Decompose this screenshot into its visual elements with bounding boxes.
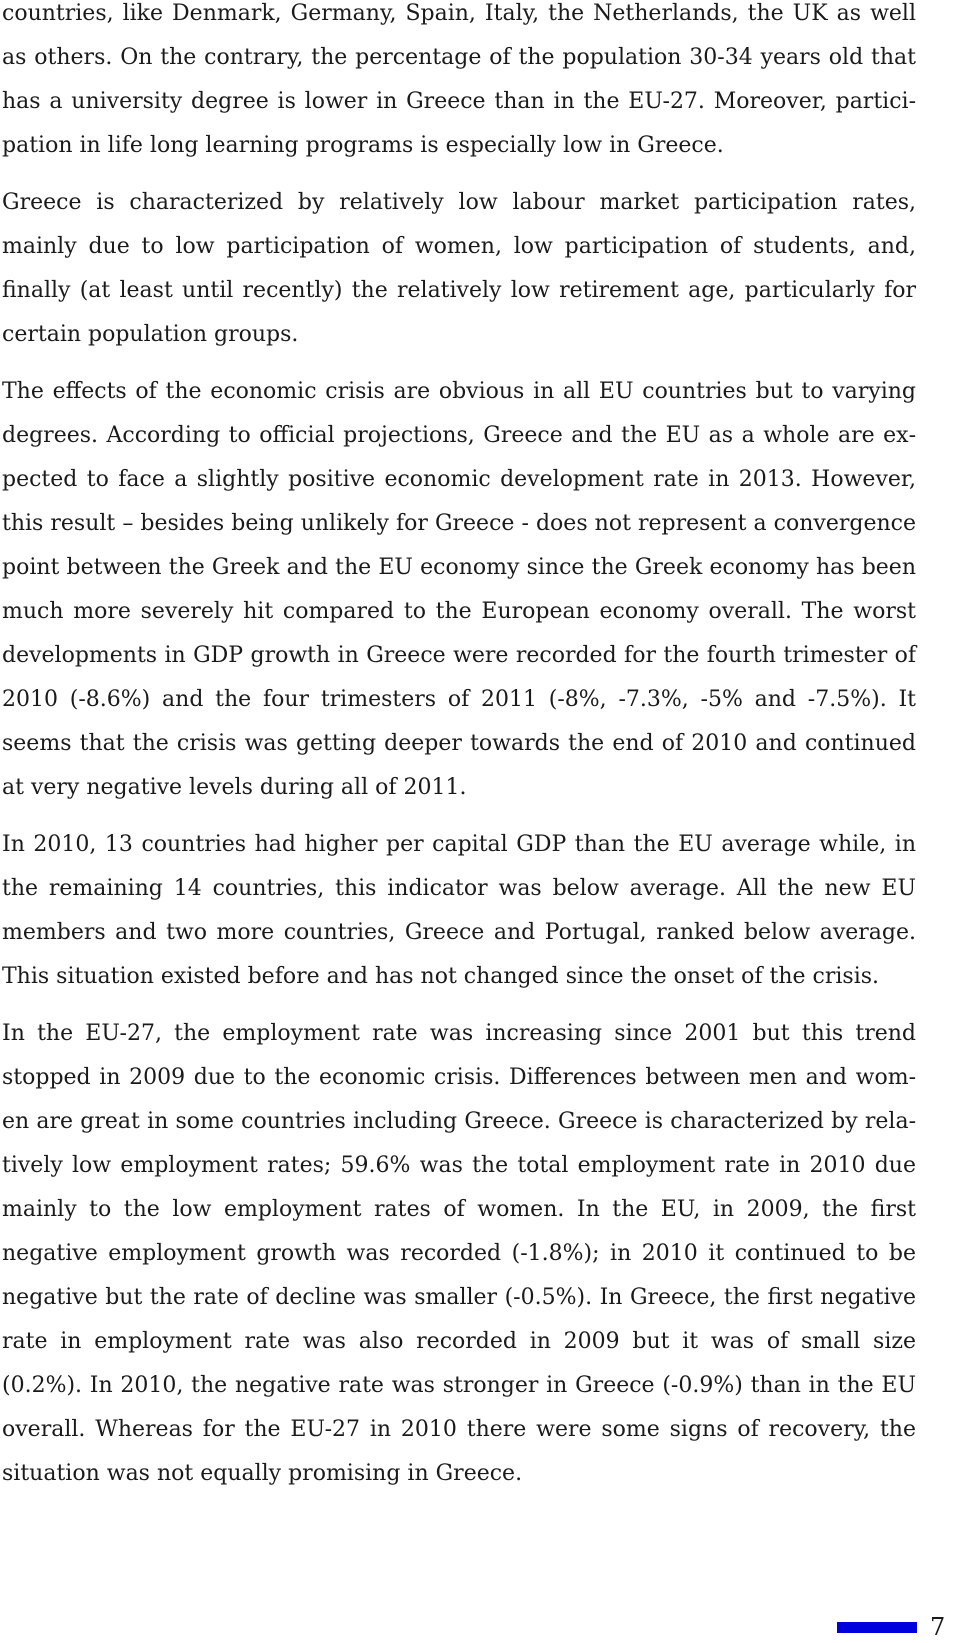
paragraph-education: countries, like Denmark, Germany, Spain, Italy, the Netherlands, the UK as well as others. On the contrary, the percentage of the population 30-34 years old that has a university degree is lower in Greece than in the EU-27. Moreover, participation in life long learning programs is especially low in Greece. — [2, 1, 916, 158]
page-number: 7 — [930, 1613, 946, 1641]
paragraph-per-capita-gdp: In 2010, 13 countries had higher per capital GDP than the EU average while, in the remaining 14 countries, this indicator was below average. All the new EU members and two more countries, Greece and Portugal, ranked below average. This situation existed before and has not changed since the onset of the crisis. — [2, 832, 916, 989]
page-footer-bar — [837, 1622, 917, 1633]
paragraph-economic-crisis: The effects of the economic crisis are obvious in all EU countries but to varying degrees. According to official projections, Greece and the EU as a whole are expected to face a slightly positive economic development rate in 2013. However, this result – besides being unlikely for Greece - does not represent a convergence point between the Greek and the EU economy since the Greek economy has been much more severely hit compared to the European economy overall. The worst developments in GDP growth in Greece were recorded for the fourth trimester of 2010 (-8.6%) and the four trimesters of 2011 (-8%, -7.3%, -5% and -7.5%). It seems that the crisis was getting deeper towards the end of 2010 and continued at very negative levels during all of 2011. — [2, 379, 916, 800]
paragraph-labour-participation: Greece is characterized by relatively low labour market participation rates, mainly due to low participation of women, low participation of students, and, finally (at least until recently) the relatively low retirement age, particularly for certain population groups. — [2, 190, 916, 347]
paragraph-employment-rate: In the EU-27, the employment rate was increasing since 2001 but this trend stopped in 2009 due to the economic crisis. Differences between men and women are great in some countries including Greece. Greece is characterized by relatively low employment rates; 59.6% was the total employment rate in 2010 due mainly to the low employment rates of women. In the EU, in 2009, the first negative employment growth was recorded (-1.8%); in 2010 it continued to be negative but the rate of decline was smaller (-0.5%). In Greece, the first negative rate in employment rate was also recorded in 2009 but it was of small size (0.2%). In 2010, the negative rate was stronger in Greece (-0.9%) than in the EU overall. Whereas for the EU-27 in 2010 there were some signs of recovery, the situation was not equally promising in Greece. — [2, 1021, 916, 1486]
document-page — [2, 0, 916, 1509]
page-footer — [0, 1613, 960, 1642]
